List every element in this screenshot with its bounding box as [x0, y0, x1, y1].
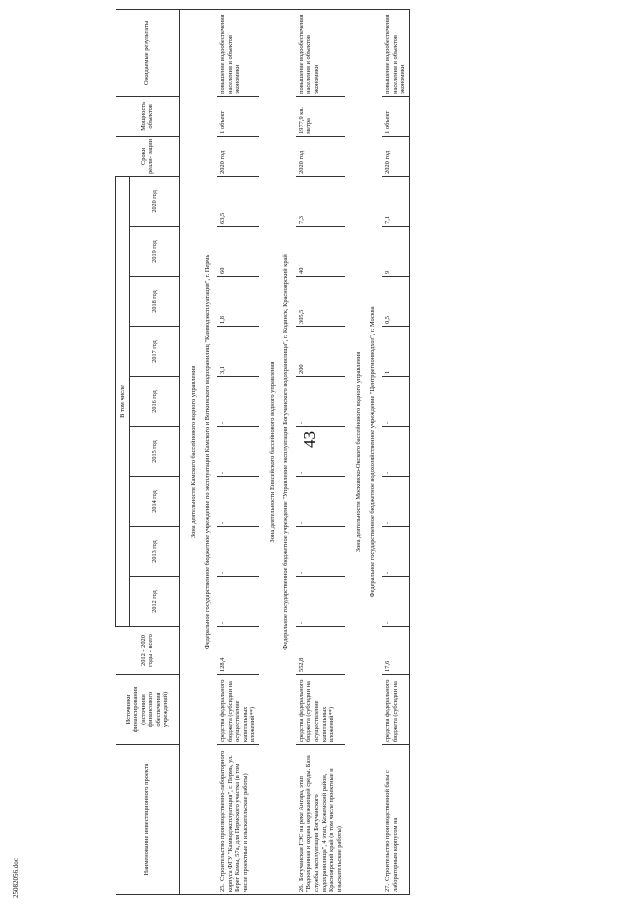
header-capacity: Мощность объектов — [116, 96, 180, 136]
year-value: 3,1 — [217, 327, 259, 377]
header-year: 2016 год — [130, 377, 180, 427]
term-cell: 2020 год — [217, 136, 259, 176]
year-value: 7,1 — [382, 176, 409, 226]
result-cell: повышение водообеспечения населения и объектов экономики — [296, 9, 345, 96]
header-year: 2015 год — [130, 427, 180, 477]
zone-title: Зона деятельности Московско-Окского бассейнового водного управления — [345, 9, 365, 894]
result-cell: повышение водообеспечения населения и объектов экономики — [382, 9, 409, 96]
institution-title: Федеральное государственное бюджетное учреждение по эксплуатации Камского и Воткинского водохранилищ "Камводэксплуатация", г. Пермь — [200, 9, 218, 894]
year-value: - — [382, 477, 409, 527]
source-cell: средства федерального бюджета (субсидии на — [382, 675, 409, 745]
year-value: 1 — [382, 327, 409, 377]
row-number: 25. — [219, 884, 227, 892]
header-year: 2017 год — [130, 327, 180, 377]
header-year: 2018 год — [130, 277, 180, 327]
term-cell: 2020 год — [296, 136, 345, 176]
year-value: - — [382, 427, 409, 477]
investment-projects-table — [115, 9, 410, 895]
year-value: 0,5 — [382, 277, 409, 327]
year-value: - — [382, 377, 409, 427]
year-value: - — [217, 427, 259, 477]
zone-title: Зона деятельности Камского бассейнового водного управления — [180, 9, 200, 894]
year-value: - — [217, 477, 259, 527]
table-row — [217, 9, 259, 894]
year-value: 7,3 — [296, 176, 345, 226]
source-cell: средства федерального бюджета (субсидии на осуществление капитальных вложений**) — [217, 675, 259, 745]
header-year: 2020 год — [130, 176, 180, 226]
source-cell: средства федерального бюджета (субсидии на осуществление капитальных вложений**) — [296, 675, 345, 745]
project-name: Богучанская ГЭС на реке Ангара, этап "Водоохранная и охрана окружающей среды. База службы эксплуатации Богучанского водохранилища", 4 этап, Кежемский район, Красноярский край (в том числе проектные и изыскательские работы) — [297, 755, 343, 892]
zone-title: Зона деятельности Енисейского бассейнового водного управления — [259, 9, 279, 894]
capacity-cell: 1977,9 кв. метра — [296, 96, 345, 136]
year-value: - — [296, 477, 345, 527]
header-total: 2012 - 2020 годы - всего — [116, 627, 180, 675]
year-value: - — [296, 427, 345, 477]
year-value: - — [217, 527, 259, 577]
table-row — [382, 9, 409, 894]
total-cell: 552,8 — [296, 627, 345, 675]
project-name-cell — [382, 745, 409, 895]
header-year: 2019 год — [130, 227, 180, 277]
header-year: 2014 год — [130, 477, 180, 527]
year-value: - — [382, 577, 409, 627]
header-project-name: Наименование инвестиционного проекта — [116, 745, 180, 895]
institution-title: Федеральное государственное бюджетное водохозяйственное учреждение "Центррегионводхоз", г. Москва — [365, 9, 383, 894]
header-term: Сроки реали- зации — [116, 136, 180, 176]
header-results: Ожидаемые результаты — [116, 9, 180, 96]
header-in-that-number: В том числе — [116, 176, 130, 626]
year-value: 305,5 — [296, 277, 345, 327]
year-value: - — [296, 527, 345, 577]
capacity-cell: 1 объект — [217, 96, 259, 136]
table-row — [296, 9, 345, 894]
header-source: Источники финансирования (источники финансового обеспечения учреждений) — [116, 675, 180, 745]
row-number: 26. — [297, 884, 305, 892]
year-value: 1,8 — [217, 277, 259, 327]
term-cell: 2020 год — [382, 136, 409, 176]
year-value: - — [296, 377, 345, 427]
project-name: Строительство производственной базы с лабораторным корпусом на — [384, 770, 399, 892]
row-number: 27. — [384, 884, 392, 892]
year-value: 200 — [296, 327, 345, 377]
institution-title: Федеральное государственное бюджетное учреждение "Управление эксплуатации Богучанского водохранилища", г. Кодинск, Красноярский край — [278, 9, 296, 894]
year-value: - — [217, 577, 259, 627]
header-year: 2013 год — [130, 527, 180, 577]
project-name-cell — [296, 745, 345, 895]
capacity-cell: 1 объект — [382, 96, 409, 136]
year-value: 9 — [382, 227, 409, 277]
total-cell: 128,4 — [217, 627, 259, 675]
year-value: 60 — [217, 227, 259, 277]
total-cell: 17,6 — [382, 627, 409, 675]
header-year: 2012 год — [130, 577, 180, 627]
project-name: Строительство производственно-лабораторного корпуса ФГУ "Камводэксплуатация", г. Пермь, ул. Берег Камы, 57а, для Пермского участка (в том числе проектные и изыскательские работы) — [219, 750, 249, 892]
rotated-table-container — [115, 10, 625, 895]
page-number: 43 — [300, 431, 319, 448]
project-name-cell — [217, 745, 259, 895]
year-value: 40 — [296, 227, 345, 277]
result-cell: повышение водообеспечения населения и объектов экономики — [217, 9, 259, 96]
document-id: 25082056.doc — [12, 858, 20, 898]
year-value: - — [217, 377, 259, 427]
year-value: - — [296, 577, 345, 627]
year-value: 63,5 — [217, 176, 259, 226]
year-value: - — [382, 527, 409, 577]
